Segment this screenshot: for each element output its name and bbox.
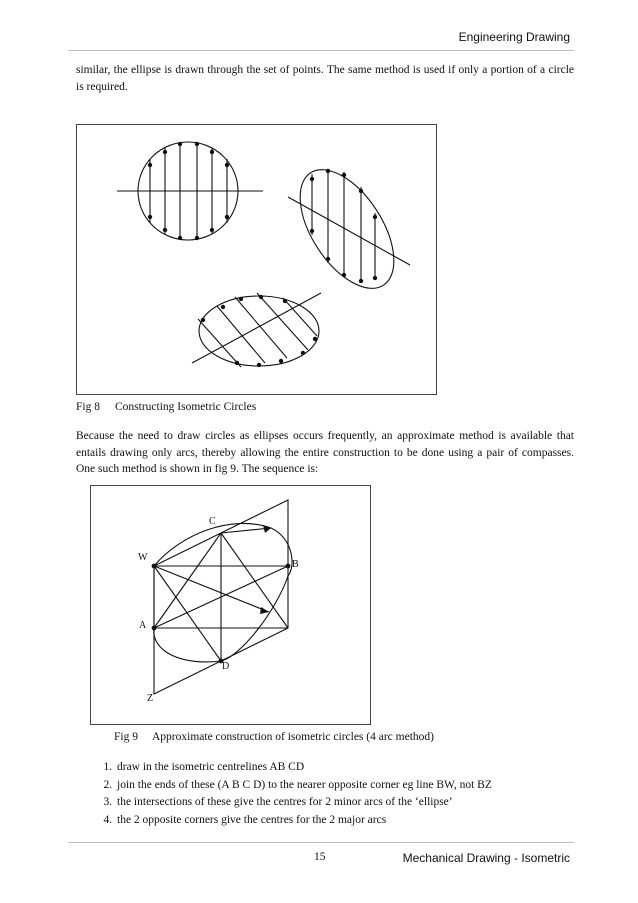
approx-ellipse <box>154 523 292 662</box>
figure-9-number: Fig 9 <box>114 731 138 743</box>
line-cz <box>221 533 288 628</box>
figure-9-title: Approximate construction of isometric circles (4 arc method) <box>152 731 434 743</box>
figure-8-drawing <box>77 125 436 394</box>
step-item: 3. the intersections of these give the centres for 2 minor arcs of the ‘ellipse’ <box>115 794 492 812</box>
header-rule <box>68 50 574 51</box>
running-footer: Mechanical Drawing - Isometric <box>402 851 570 865</box>
body-paragraph: Because the need to draw circles as ellipses occurs frequently, an approximate method is available that entails drawing only arcs, thereby allowing the entire construction to be done using a pair of compasses. One such method is shown in fig 9. The sequence is: <box>76 430 574 475</box>
figure-8-caption <box>76 401 256 413</box>
sequence-list <box>94 759 492 829</box>
figure-8-title: Constructing Isometric Circles <box>115 401 257 413</box>
step-item: 4. the 2 opposite corners give the centres for the 2 major arcs <box>115 812 492 830</box>
label-a: A <box>139 620 147 631</box>
label-c: C <box>209 516 216 527</box>
step-item: 2. join the ends of these (A B C D) to the nearer opposite corner eg line BW, not BZ <box>115 777 492 795</box>
figure-8-number: Fig 8 <box>76 401 100 413</box>
line-wb-diag <box>154 566 269 612</box>
running-header: Engineering Drawing <box>458 30 570 44</box>
label-z: Z <box>147 693 154 704</box>
label-w: W <box>138 552 148 563</box>
page-number: 15 <box>314 851 326 863</box>
figure-9-drawing <box>91 486 370 724</box>
tilted-ellipse-construction <box>281 154 413 305</box>
figure-9-frame <box>90 485 371 725</box>
label-d: D <box>222 661 230 672</box>
footer-rule <box>68 842 574 843</box>
step-item: 1. draw in the isometric centrelines AB CD <box>115 759 492 777</box>
figure-9-caption <box>114 731 434 743</box>
upright-ellipse-construction <box>117 142 263 240</box>
label-b: B <box>292 559 299 570</box>
intro-paragraph: similar, the ellipse is drawn through the set of points. The same method is used if only a portion of a circle is required. <box>76 64 574 93</box>
arrow-head-2 <box>260 607 269 614</box>
figure-8-frame <box>76 124 437 395</box>
horizontal-ellipse-construction <box>192 293 321 367</box>
